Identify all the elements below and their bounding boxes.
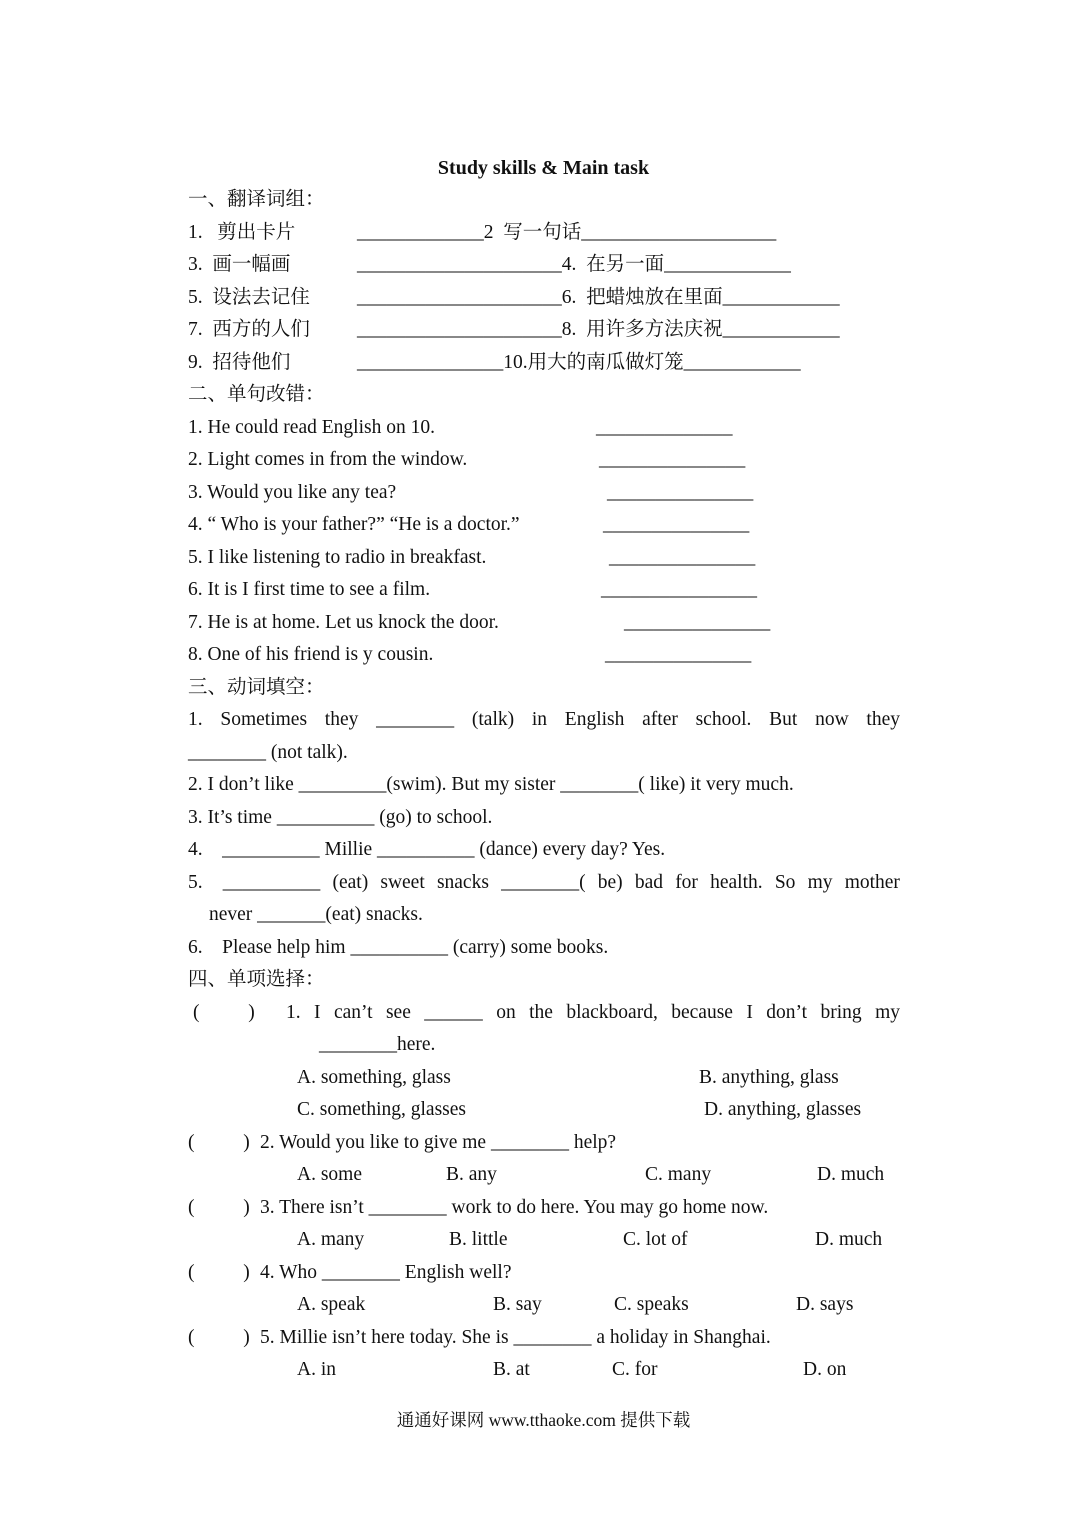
q5-option-d: D. on	[803, 1359, 847, 1380]
s2-blank6: ________________	[601, 579, 757, 600]
s2-item6: 6. It is I first time to see a film.	[188, 579, 431, 600]
q3-option-d: D. much	[815, 1229, 883, 1250]
q3-option-b: B. little	[449, 1229, 508, 1250]
q4-option-c: C. speaks	[614, 1294, 689, 1315]
s2-blank3: _______________	[607, 482, 754, 503]
q4-option-a: A. speak	[297, 1294, 366, 1315]
q4-option-b: B. say	[493, 1294, 542, 1315]
s3-item1-line2: ________ (not talk).	[188, 742, 348, 763]
q2-option-b: B. any	[446, 1164, 497, 1185]
s3-item4: 4. __________ Millie __________ (dance) every day? Yes.	[188, 839, 666, 860]
s1-row4-label: 7. 西方的人们	[188, 319, 310, 340]
q5-option-c: C. for	[612, 1359, 658, 1380]
q5-text: 5. Millie isn’t here today. She is ________ a holiday in Shanghai.	[260, 1327, 771, 1348]
section3-heading: 三、动词填空：	[188, 677, 325, 698]
s2-item3: 3. Would you like any tea?	[188, 482, 397, 503]
s2-item1: 1. He could read English on 10.	[188, 417, 435, 438]
s2-blank4: _______________	[603, 514, 750, 535]
s1-row3-rest: _____________________6. 把蜡烛放在里面____________	[357, 287, 840, 308]
q5-answer-paren: ( )	[188, 1327, 250, 1348]
q4-text: 4. Who ________ English well?	[260, 1262, 512, 1283]
s3-item1-line1: 1. Sometimes they ________ (talk) in English after school. But now they	[188, 709, 900, 730]
q1-answer-paren: ( )	[193, 1002, 255, 1023]
s2-blank2: _______________	[599, 449, 746, 470]
s3-item6: 6. Please help him __________ (carry) some books.	[188, 937, 609, 958]
q5-option-b: B. at	[493, 1359, 530, 1380]
q3-option-a: A. many	[297, 1229, 365, 1250]
s3-item5-line2: never _______(eat) snacks.	[209, 904, 423, 925]
q1-option-a: A. something, glass	[297, 1067, 451, 1088]
q1-line1: 1. I can’t see ______ on the blackboard, because I don’t bring my	[286, 1002, 900, 1023]
s2-item8: 8. One of his friend is y cousin.	[188, 644, 434, 665]
s1-row5-rest: _______________10.用大的南瓜做灯笼____________	[357, 352, 801, 373]
page-title: Study skills & Main task	[437, 157, 650, 179]
q3-option-c: C. lot of	[623, 1229, 688, 1250]
s2-item4: 4. “ Who is your father?” “He is a doctor.”	[188, 514, 520, 535]
s2-blank5: _______________	[609, 547, 756, 568]
q2-option-a: A. some	[297, 1164, 362, 1185]
q4-answer-paren: ( )	[188, 1262, 250, 1283]
s3-item3: 3. It’s time __________ (go) to school.	[188, 807, 493, 828]
s2-item7: 7. He is at home. Let us knock the door.	[188, 612, 499, 633]
q3-text: 3. There isn’t ________ work to do here. You may go home now.	[260, 1197, 769, 1218]
q1-line2: ________here.	[319, 1034, 436, 1055]
q2-answer-paren: ( )	[188, 1132, 250, 1153]
s1-row1-rest: _____________2 写一句话____________________	[357, 222, 777, 243]
q1-option-d: D. anything, glasses	[704, 1099, 862, 1120]
section1-heading: 一、翻译词组：	[188, 189, 325, 210]
s2-item5: 5. I like listening to radio in breakfast.	[188, 547, 487, 568]
s1-row2-rest: _____________________4. 在另一面_____________	[357, 254, 791, 275]
section4-heading: 四、单项选择：	[188, 969, 325, 990]
s2-blank1: ______________	[596, 417, 733, 438]
q1-option-c: C. something, glasses	[297, 1099, 466, 1120]
q3-answer-paren: ( )	[188, 1197, 250, 1218]
s1-row5-label: 9. 招待他们	[188, 352, 291, 373]
q1-option-b: B. anything, glass	[699, 1067, 839, 1088]
s3-item2: 2. I don’t like _________(swim). But my sister ________( like) it very much.	[188, 774, 794, 795]
q2-text: 2. Would you like to give me ________ help?	[260, 1132, 617, 1153]
section2-heading: 二、单句改错：	[188, 384, 325, 405]
s1-row1-label: 1. 剪出卡片	[188, 222, 296, 243]
q4-option-d: D. says	[796, 1294, 854, 1315]
s3-item5-line1: 5. __________ (eat) sweet snacks ________( be) bad for health. So my mother	[188, 872, 900, 893]
s1-row3-label: 5. 设法去记住	[188, 287, 310, 308]
q2-option-c: C. many	[645, 1164, 712, 1185]
s2-blank8: _______________	[605, 644, 752, 665]
q5-option-a: A. in	[297, 1359, 336, 1380]
s1-row2-label: 3. 画一幅画	[188, 254, 291, 275]
q2-option-d: D. much	[817, 1164, 885, 1185]
s2-blank7: _______________	[624, 612, 771, 633]
s1-row4-rest: _____________________8. 用许多方法庆祝____________	[357, 319, 840, 340]
s2-item2: 2. Light comes in from the window.	[188, 449, 468, 470]
page-footer: 通通好课网 www.tthaoke.com 提供下载	[396, 1410, 691, 1430]
